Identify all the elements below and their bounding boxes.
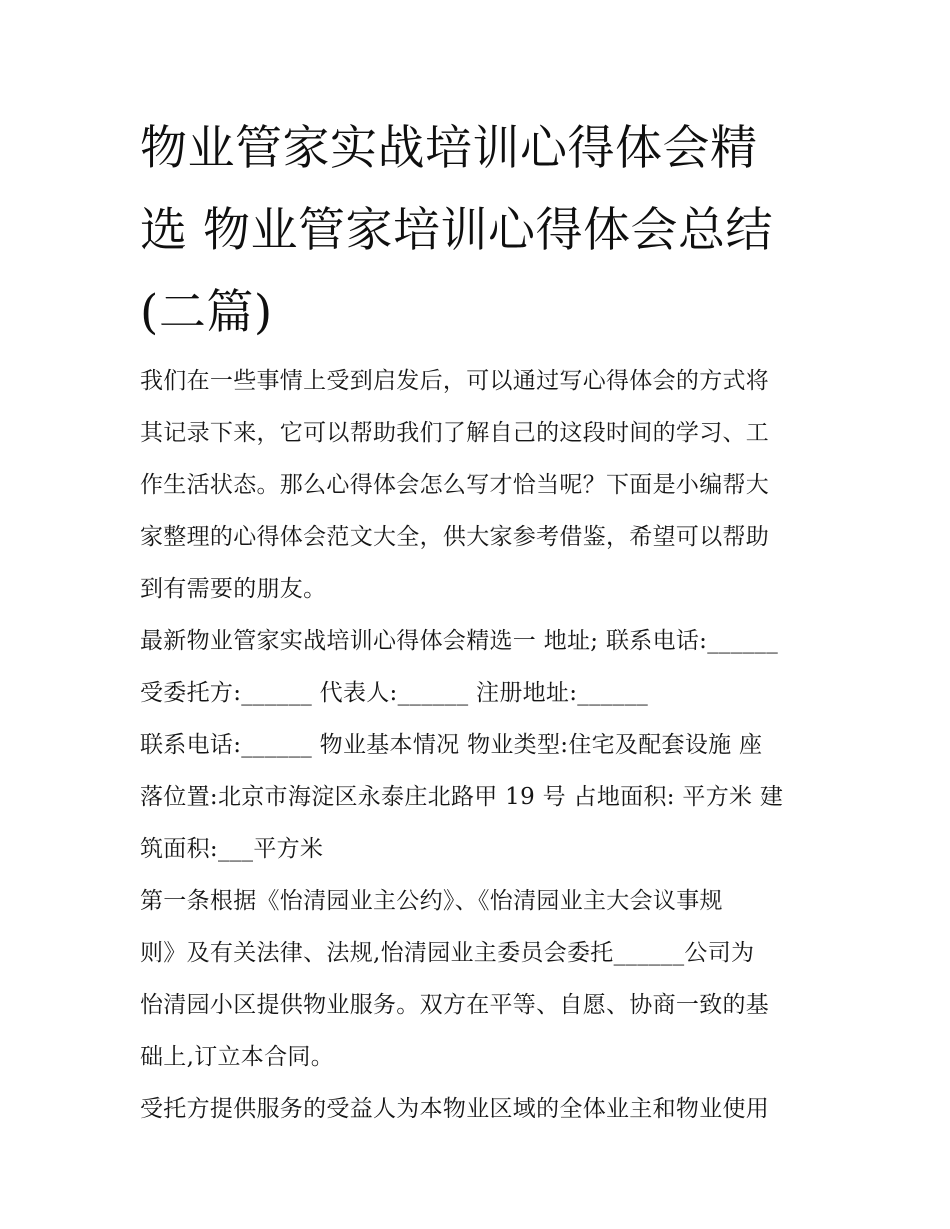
text-line: 础上,订立本合同。 <box>140 1044 335 1070</box>
text-line: 最新物业管家实战培训心得体会精选一 地址; 联系电话:______ <box>140 628 779 654</box>
contract-parties-paragraph <box>140 615 830 719</box>
text-line: 受托方提供服务的受益人为本物业区域的全体业主和物业使用 <box>140 1096 770 1122</box>
text-line: 作生活状态。那么心得体会怎么写才恰当呢？下面是小编帮大 <box>140 472 770 498</box>
title-line: (二篇) <box>140 285 273 340</box>
text-line: 怡清园小区提供物业服务。双方在平等、自愿、协商一致的基 <box>140 992 770 1018</box>
text-line: 受委托方:______ 代表人:______ 注册地址:______ <box>140 680 649 706</box>
document-body <box>140 355 830 1135</box>
article-one-paragraph <box>140 875 830 1083</box>
title-line: 物业管家实战培训心得体会精 <box>140 121 758 176</box>
beneficiary-paragraph <box>140 1083 830 1135</box>
text-line: 第一条根据《怡清园业主公约》、《怡清园业主大会议事规 <box>140 888 723 914</box>
text-line: 其记录下来，它可以帮助我们了解自己的这段时间的学习、工 <box>140 420 770 446</box>
text-line: 到有需要的朋友。 <box>140 576 327 602</box>
intro-paragraph <box>140 355 830 615</box>
text-line: 则》及有关法律、法规,怡清园业主委员会委托______公司为 <box>140 940 755 966</box>
text-line: 我们在一些事情上受到启发后，可以通过写心得体会的方式将 <box>140 368 770 394</box>
text-line: 联系电话:______ 物业基本情况 物业类型:住宅及配套设施 座 <box>140 732 763 758</box>
document-title <box>140 108 815 354</box>
text-line: 家整理的心得体会范文大全，供大家参考借鉴，希望可以帮助 <box>140 524 770 550</box>
title-line: 选 物业管家培训心得体会总结 <box>140 203 773 258</box>
property-info-paragraph <box>140 719 830 875</box>
text-line: 落位置:北京市海淀区永泰庄北路甲 19 号 占地面积: 平方米 建 <box>140 784 784 810</box>
text-line: 筑面积:___平方米 <box>140 836 324 862</box>
